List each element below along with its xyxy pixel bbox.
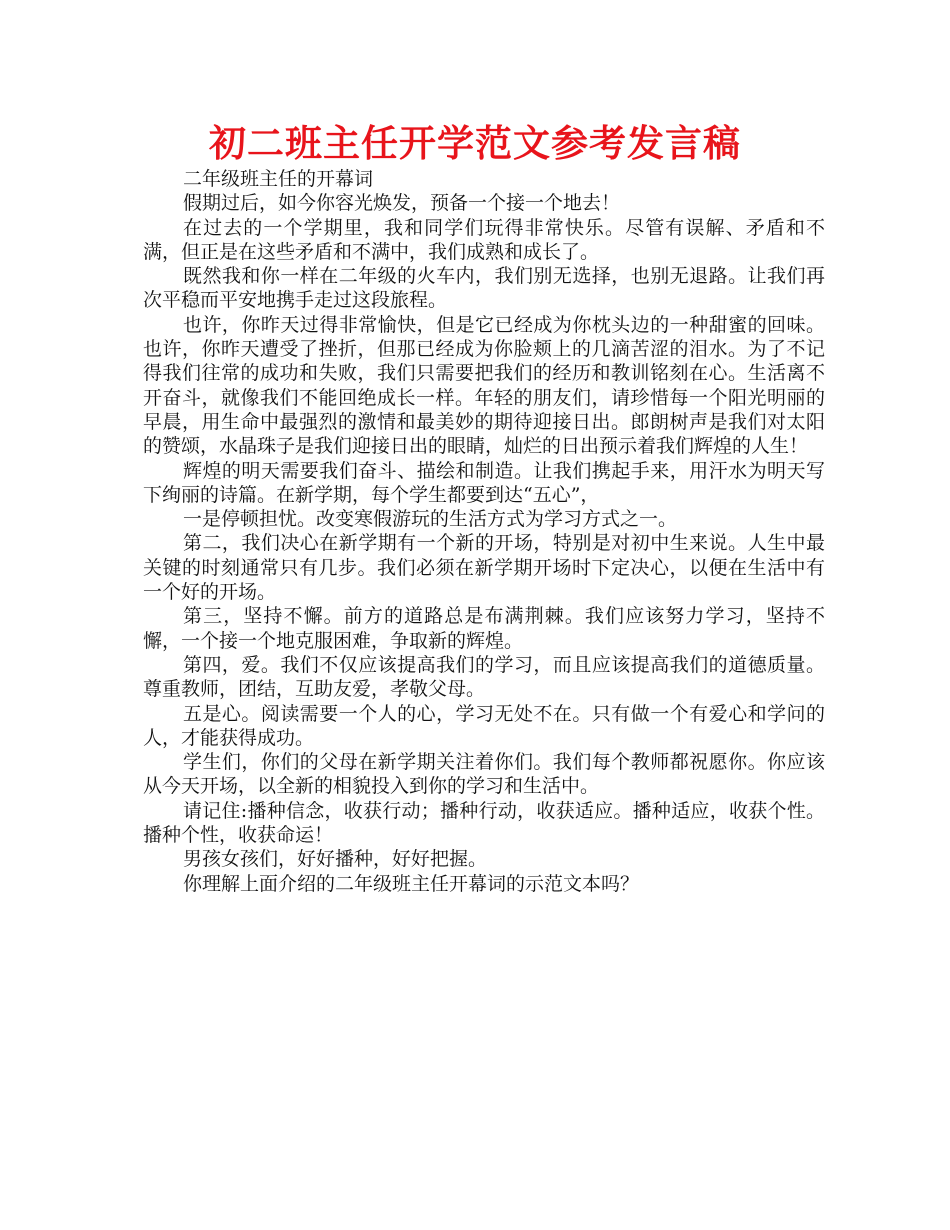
paragraph: 你理解上面介绍的二年级班主任开幕词的示范文本吗？ — [183, 872, 640, 895]
document-body — [143, 167, 825, 896]
paragraph: 辉煌的明天需要我们奋斗、描绘和制造。让我们携起手来，用汗水为明天写下绚丽的诗篇。在新学期，每个学生都要到达“五心”， — [143, 459, 825, 506]
paragraph: 在过去的一个学期里，我和同学们玩得非常快乐。尽管有误解、矛盾和不满，但正是在这些矛盾和不满中，我们成熟和成长了。 — [143, 216, 825, 263]
paragraph: 第二，我们决心在新学期有一个新的开场，特别是对初中生来说。人生中最关键的时刻通常只有几步。我们必须在新学期开场时下定决心，以便在生活中有一个好的开场。 — [143, 532, 825, 604]
paragraph: 既然我和你一样在二年级的火车内，我们别无选择，也别无退路。让我们再次平稳而平安地携手走过这段旅程。 — [143, 265, 825, 312]
paragraph: 第四，爱。我们不仅应该提高我们的学习，而且应该提高我们的道德质量。尊重教师，团结，互助友爱，孝敬父母。 — [143, 653, 825, 701]
paragraph: 第三，坚持不懈。前方的道路总是布满荆棘。我们应该努力学习，坚持不懈，一个接一个地克服困难，争取新的辉煌。 — [143, 605, 825, 652]
document-title: 初二班主任开学范文参考发言稿 — [209, 122, 741, 165]
paragraph: 假期过后，如今你容光焕发，预备一个接一个地去！ — [183, 192, 621, 215]
paragraph: 一是停顿担忧。改变寒假游玩的生活方式为学习方式之一。 — [183, 508, 678, 531]
paragraph: 请记住:播种信念，收获行动；播种行动，收获适应。播种适应，收获个性。播种个性，收获命运！ — [143, 799, 825, 847]
paragraph: 学生们，你们的父母在新学期关注着你们。我们每个教师都祝愿你。你应该从今天开场，以全新的相貌投入到你的学习和生活中。 — [143, 751, 825, 798]
paragraph: 五是心。阅读需要一个人的心，学习无处不在。只有做一个有爱心和学问的人，才能获得成功。 — [143, 702, 825, 749]
paragraph: 二年级班主任的开幕词 — [183, 168, 374, 190]
paragraph: 男孩女孩们，好好播种，好好把握。 — [183, 848, 488, 871]
paragraph: 也许，你昨天过得非常愉快，但是它已经成为你枕头边的一种甜蜜的回味。也许，你昨天遭受了挫折，但那已经成为你脸颊上的几滴苦涩的泪水。为了不记得我们往常的成功和失败，我们只需要把我们的经历和教训铭刻在心。生活离不开奋斗，就像我们不能回绝成长一样。年轻的朋友们，请珍惜每一个阳光明丽的早晨，用生命中最强烈的激情和最美妙的期待迎接日出。郎朗树声是我们对太阳的赞颂，水晶珠子是我们迎接日出的眼睛，灿烂的日出预示着我们辉煌的人生！ — [143, 313, 825, 458]
